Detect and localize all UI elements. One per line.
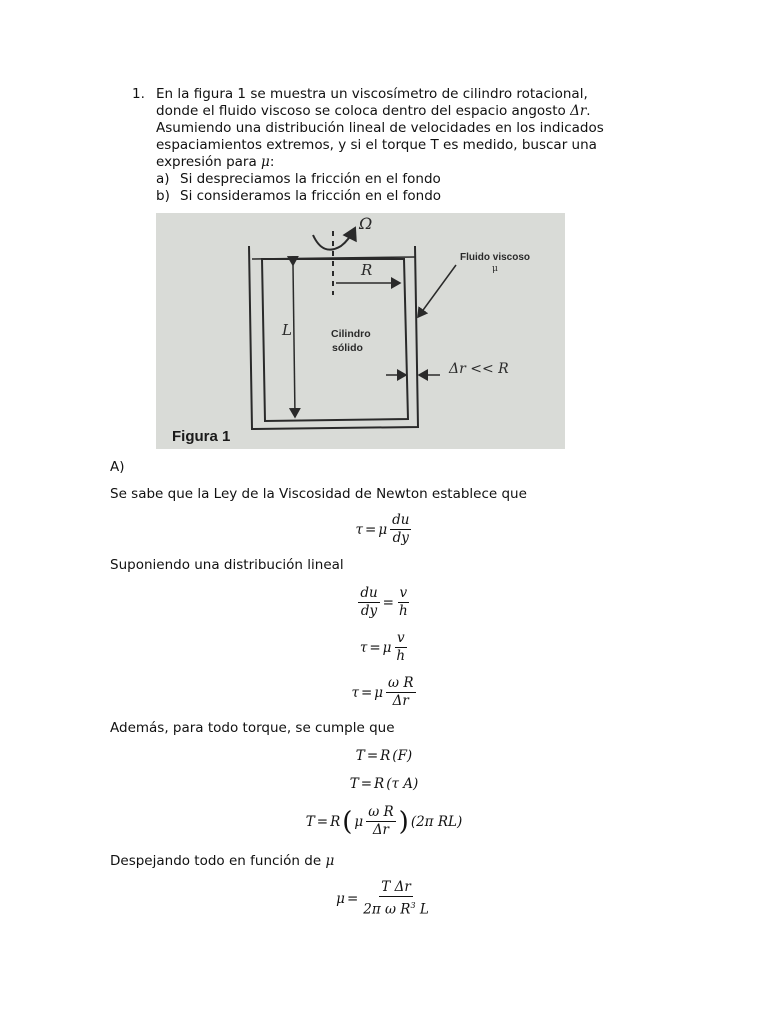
subitem-a-label: a) — [156, 171, 170, 187]
delta-r-symbol: Δr — [570, 103, 587, 119]
equation-torque-force: T = R (F) — [355, 748, 413, 764]
subitem-b-text: Si consideramos la fricción en el fondo — [180, 188, 442, 204]
equation-tau-vh: τ = μ $\frac{v}{h}$ — [359, 630, 406, 664]
equation-tau-omega: τ = μ $\frac{\text{ω R}}{\Delta r}$ — [351, 675, 414, 709]
section-heading: A) — [110, 459, 125, 475]
equation-viscosity-result: μ = $\frac{\text{T Δr}}{2\pi \omega R^3 L}$ — [336, 879, 429, 918]
radius-label: R — [361, 261, 373, 279]
problem-line-3: Asumiendo una distribución lineal de velocidades en los indicados — [156, 120, 604, 136]
list-number: 1. — [132, 86, 145, 102]
mu-symbol: μ — [261, 154, 270, 170]
fluid-label-1: Fluido viscoso — [460, 252, 531, 263]
problem-line-5: expresión para μ: — [156, 154, 275, 170]
paragraph-newton-law: Se sabe que la Ley de la Viscosidad de Newton establece que — [110, 486, 527, 502]
omega-label: Ω — [359, 214, 373, 233]
length-label: L — [282, 321, 292, 339]
problem-line-4: espaciamientos extremos, y si el torque T es medido, buscar una — [156, 137, 597, 153]
subitem-a-text: Si despreciamos la fricción en el fondo — [180, 171, 441, 187]
problem-line-1: En la figura 1 se muestra un viscosímetro de cilindro rotacional, — [156, 86, 588, 102]
fluid-label-2: μ — [492, 264, 498, 274]
cylinder-label-2: sólido — [332, 342, 363, 354]
equation-linear-gradient: $\frac{du}{dy}$ = $\frac{v}{h}$ — [360, 585, 408, 619]
subitem-b-label: b) — [156, 188, 170, 204]
gap-label: Δr << R — [449, 361, 509, 377]
figure-viscometer — [156, 213, 565, 449]
paragraph-solve: Despejando todo en función de μ — [110, 853, 335, 869]
paragraph-torque: Además, para todo torque, se cumple que — [110, 720, 395, 736]
problem-line-2: donde el fluido viscoso se coloca dentro del espacio angosto Δr. — [156, 103, 591, 119]
equation-torque-area: T = R (τ A) — [349, 776, 419, 792]
paragraph-linear: Suponiendo una distribución lineal — [110, 557, 344, 573]
equation-newton: τ = μ $\frac{du}{dy}$ — [355, 512, 410, 546]
equation-torque-full: T = R ( μ $\frac{\text{ω R}}{\Delta r}$ ) (2π RL) — [305, 804, 463, 838]
cylinder-label-1: Cilindro — [331, 328, 371, 340]
figure-caption: Figura 1 — [172, 428, 231, 445]
